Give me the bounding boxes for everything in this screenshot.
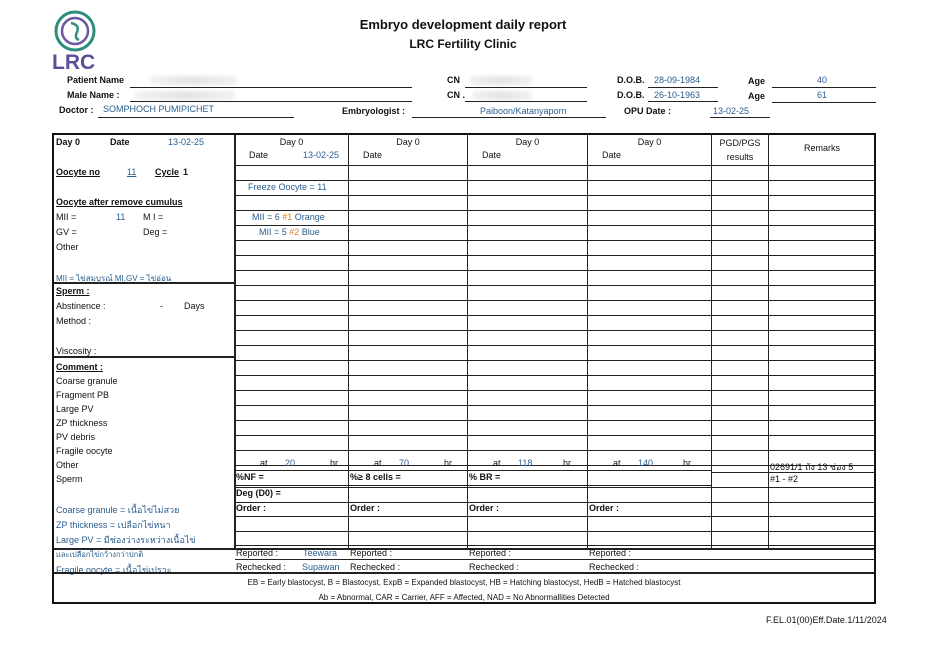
col-date: 13-02-25 — [303, 150, 340, 160]
comment-item: ZP thickness — [56, 418, 108, 428]
pgd-label: PGD/PGS — [719, 138, 761, 148]
dob-label: D.O.B. — [617, 75, 645, 85]
col-rechecked-label: Rechecked : — [589, 562, 640, 572]
legend-item: Large PV = มีช่องว่างระหว่างเนื้อไข่ — [56, 535, 196, 545]
legend-item: และเปลือกไข่กว้างกว่าปกติ — [56, 550, 144, 559]
comment-heading: Comment : — [56, 362, 103, 372]
remarks-line2: #1 - #2 — [770, 474, 799, 484]
col-date-label: Date — [602, 150, 622, 160]
cn-label: CN — [447, 75, 460, 85]
patient-name-label: Patient Name — [67, 75, 125, 85]
form-code: F.EL.01(00)Eff.Date.1/11/2024 — [766, 615, 887, 625]
deg-label: Deg = — [143, 227, 168, 237]
sperm-heading: Sperm : — [56, 286, 90, 296]
oocyte-no: 11 — [127, 167, 137, 177]
legend-item: Coarse granule = เนื้อไข่ไม่สวย — [56, 505, 180, 515]
oocyte-after-remove: Oocyte after remove cumulus — [56, 197, 183, 207]
mii-value: 11 — [116, 212, 126, 222]
days-label: Days — [184, 301, 205, 311]
comment-item: Fragment PB — [56, 390, 110, 400]
remarks-line1: 02691/1 ถัง 13 ช่อง 5 — [770, 462, 854, 472]
cn2-redacted — [472, 91, 532, 100]
comment-item: PV debris — [56, 432, 96, 442]
col-day: Day 0 — [637, 137, 662, 147]
col-reported-label: Reported : — [469, 548, 512, 558]
method-label: Method : — [56, 316, 92, 326]
comment-item: Large PV — [56, 404, 94, 414]
col-rechecked-label: Rechecked : — [350, 562, 401, 572]
comment-item: Other — [56, 460, 79, 470]
report-title: Embryo development daily report — [359, 17, 567, 32]
abstinence-label: Abstinence : — [56, 301, 106, 311]
age-patient: 40 — [817, 75, 828, 85]
col-metric: % BR = — [469, 472, 501, 482]
comment-item: Coarse granule — [56, 376, 118, 386]
col-hr: hr. — [563, 458, 574, 468]
col-date-label: Date — [249, 150, 269, 160]
legend-item: ZP thickness = เปลือกไข่หนา — [56, 520, 171, 530]
report-grid — [52, 133, 876, 604]
dob-label-male: D.O.B. — [617, 90, 645, 100]
left-date: 13-02-25 — [168, 137, 205, 147]
col-hours: 140 — [638, 458, 654, 468]
mii-label: MII = — [56, 212, 77, 222]
col-hr: hr. — [444, 458, 455, 468]
remarks-label: Remarks — [803, 143, 840, 153]
cn-label-2: CN . — [447, 90, 465, 100]
mii-orange-entry: MII = 6 #1 Orange — [252, 212, 325, 222]
doctor-name: SOMPHOCH PUMIPICHET — [103, 104, 215, 114]
col-rechecked-label: Rechecked : — [236, 562, 287, 572]
left-date-label: Date — [110, 137, 130, 147]
col-date-label: Date — [363, 150, 383, 160]
col-reported-label: Reported : — [589, 548, 632, 558]
legend-item: Fragile oocyte = เนื้อไข่เปราะ — [56, 565, 172, 575]
dob-male: 26-10-1963 — [654, 90, 701, 100]
cycle-label: Cycle — [155, 167, 180, 177]
col-order: Order : — [589, 503, 620, 513]
col-day: Day 0 — [515, 137, 540, 147]
comment-item: Fragile oocyte — [56, 446, 113, 456]
col-metric: %NF = — [236, 472, 264, 482]
abstinence-dash: - — [160, 301, 163, 311]
mi-label: M I = — [143, 212, 164, 222]
other-label: Other — [56, 242, 79, 252]
col-at-label: at — [613, 458, 621, 468]
mii-blue-entry: MII = 5 #2 Blue — [259, 227, 320, 237]
col-reported: Teewara — [303, 548, 338, 558]
clinic-name: LRC Fertility Clinic — [409, 37, 517, 51]
cycle: 1 — [183, 167, 189, 177]
logo-text: LRC — [52, 51, 96, 74]
mii-note: MII = ไข่สมบูรณ์ MI,GV = ไข่อ่อน — [56, 274, 172, 283]
col-order: Order : — [469, 503, 500, 513]
viscosity-label: Viscosity : — [56, 346, 97, 356]
col-hours: 20 — [285, 458, 296, 468]
col-hours: 118 — [518, 458, 533, 468]
col-at-label: at — [493, 458, 501, 468]
male-name-label: Male Name : — [67, 90, 120, 100]
dob-patient: 28-09-1984 — [654, 75, 701, 85]
comment-item: Sperm — [56, 474, 83, 484]
abbrev-line-1: EB = Early blastocyst, B = Blastocyst, ExpB = Expanded blastocyst, HB = Hatching blastocyst, HedB = Hatched blastocyst — [247, 578, 681, 587]
doctor-label: Doctor : — [59, 105, 94, 115]
col-day: Day 0 — [396, 137, 420, 147]
abbrev-line-2: Ab = Abnormal, CAR = Carrier, AFF = Affected, NAD = No Abnormallities Detected — [318, 593, 610, 602]
col-day: Day 0 — [279, 137, 304, 147]
oocyte-no-label: Oocyte no — [56, 167, 101, 177]
col-hr: hr. — [330, 458, 341, 468]
col-hr: hr. — [683, 458, 694, 468]
left-day0: Day 0 — [56, 137, 81, 147]
col-hours: 70 — [399, 458, 410, 468]
freeze-oocyte: Freeze Oocyte = 11 — [248, 182, 327, 192]
col-metric: %≥ 8 cells = — [350, 472, 401, 482]
col-at-label: at — [260, 458, 268, 468]
col-rechecked: Supawan — [302, 562, 340, 572]
age-male: 61 — [817, 90, 828, 100]
col-order: Order : — [236, 503, 267, 513]
col-order: Order : — [350, 503, 381, 513]
patient-name-redacted — [150, 76, 238, 85]
male-name-redacted — [135, 91, 235, 100]
col-reported-label: Reported : — [350, 548, 393, 558]
opu-date-label: OPU Date : — [624, 106, 672, 116]
col-metric2: Deg (D0) = — [236, 488, 281, 498]
col-reported-label: Reported : — [236, 548, 279, 558]
col-rechecked-label: Rechecked : — [469, 562, 520, 572]
gv-label: GV = — [56, 227, 77, 237]
col-date-label: Date — [482, 150, 502, 160]
col-at-label: at — [374, 458, 382, 468]
pgd-label-results: results — [726, 152, 754, 162]
age-label: Age — [748, 76, 766, 86]
opu-date: 13-02-25 — [713, 106, 750, 116]
cn-redacted — [470, 76, 532, 85]
embryologist-name: Paiboon/Katanyaporn — [480, 106, 567, 116]
embryologist-label: Embryologist : — [342, 106, 406, 116]
age-label-male: Age — [748, 91, 766, 101]
